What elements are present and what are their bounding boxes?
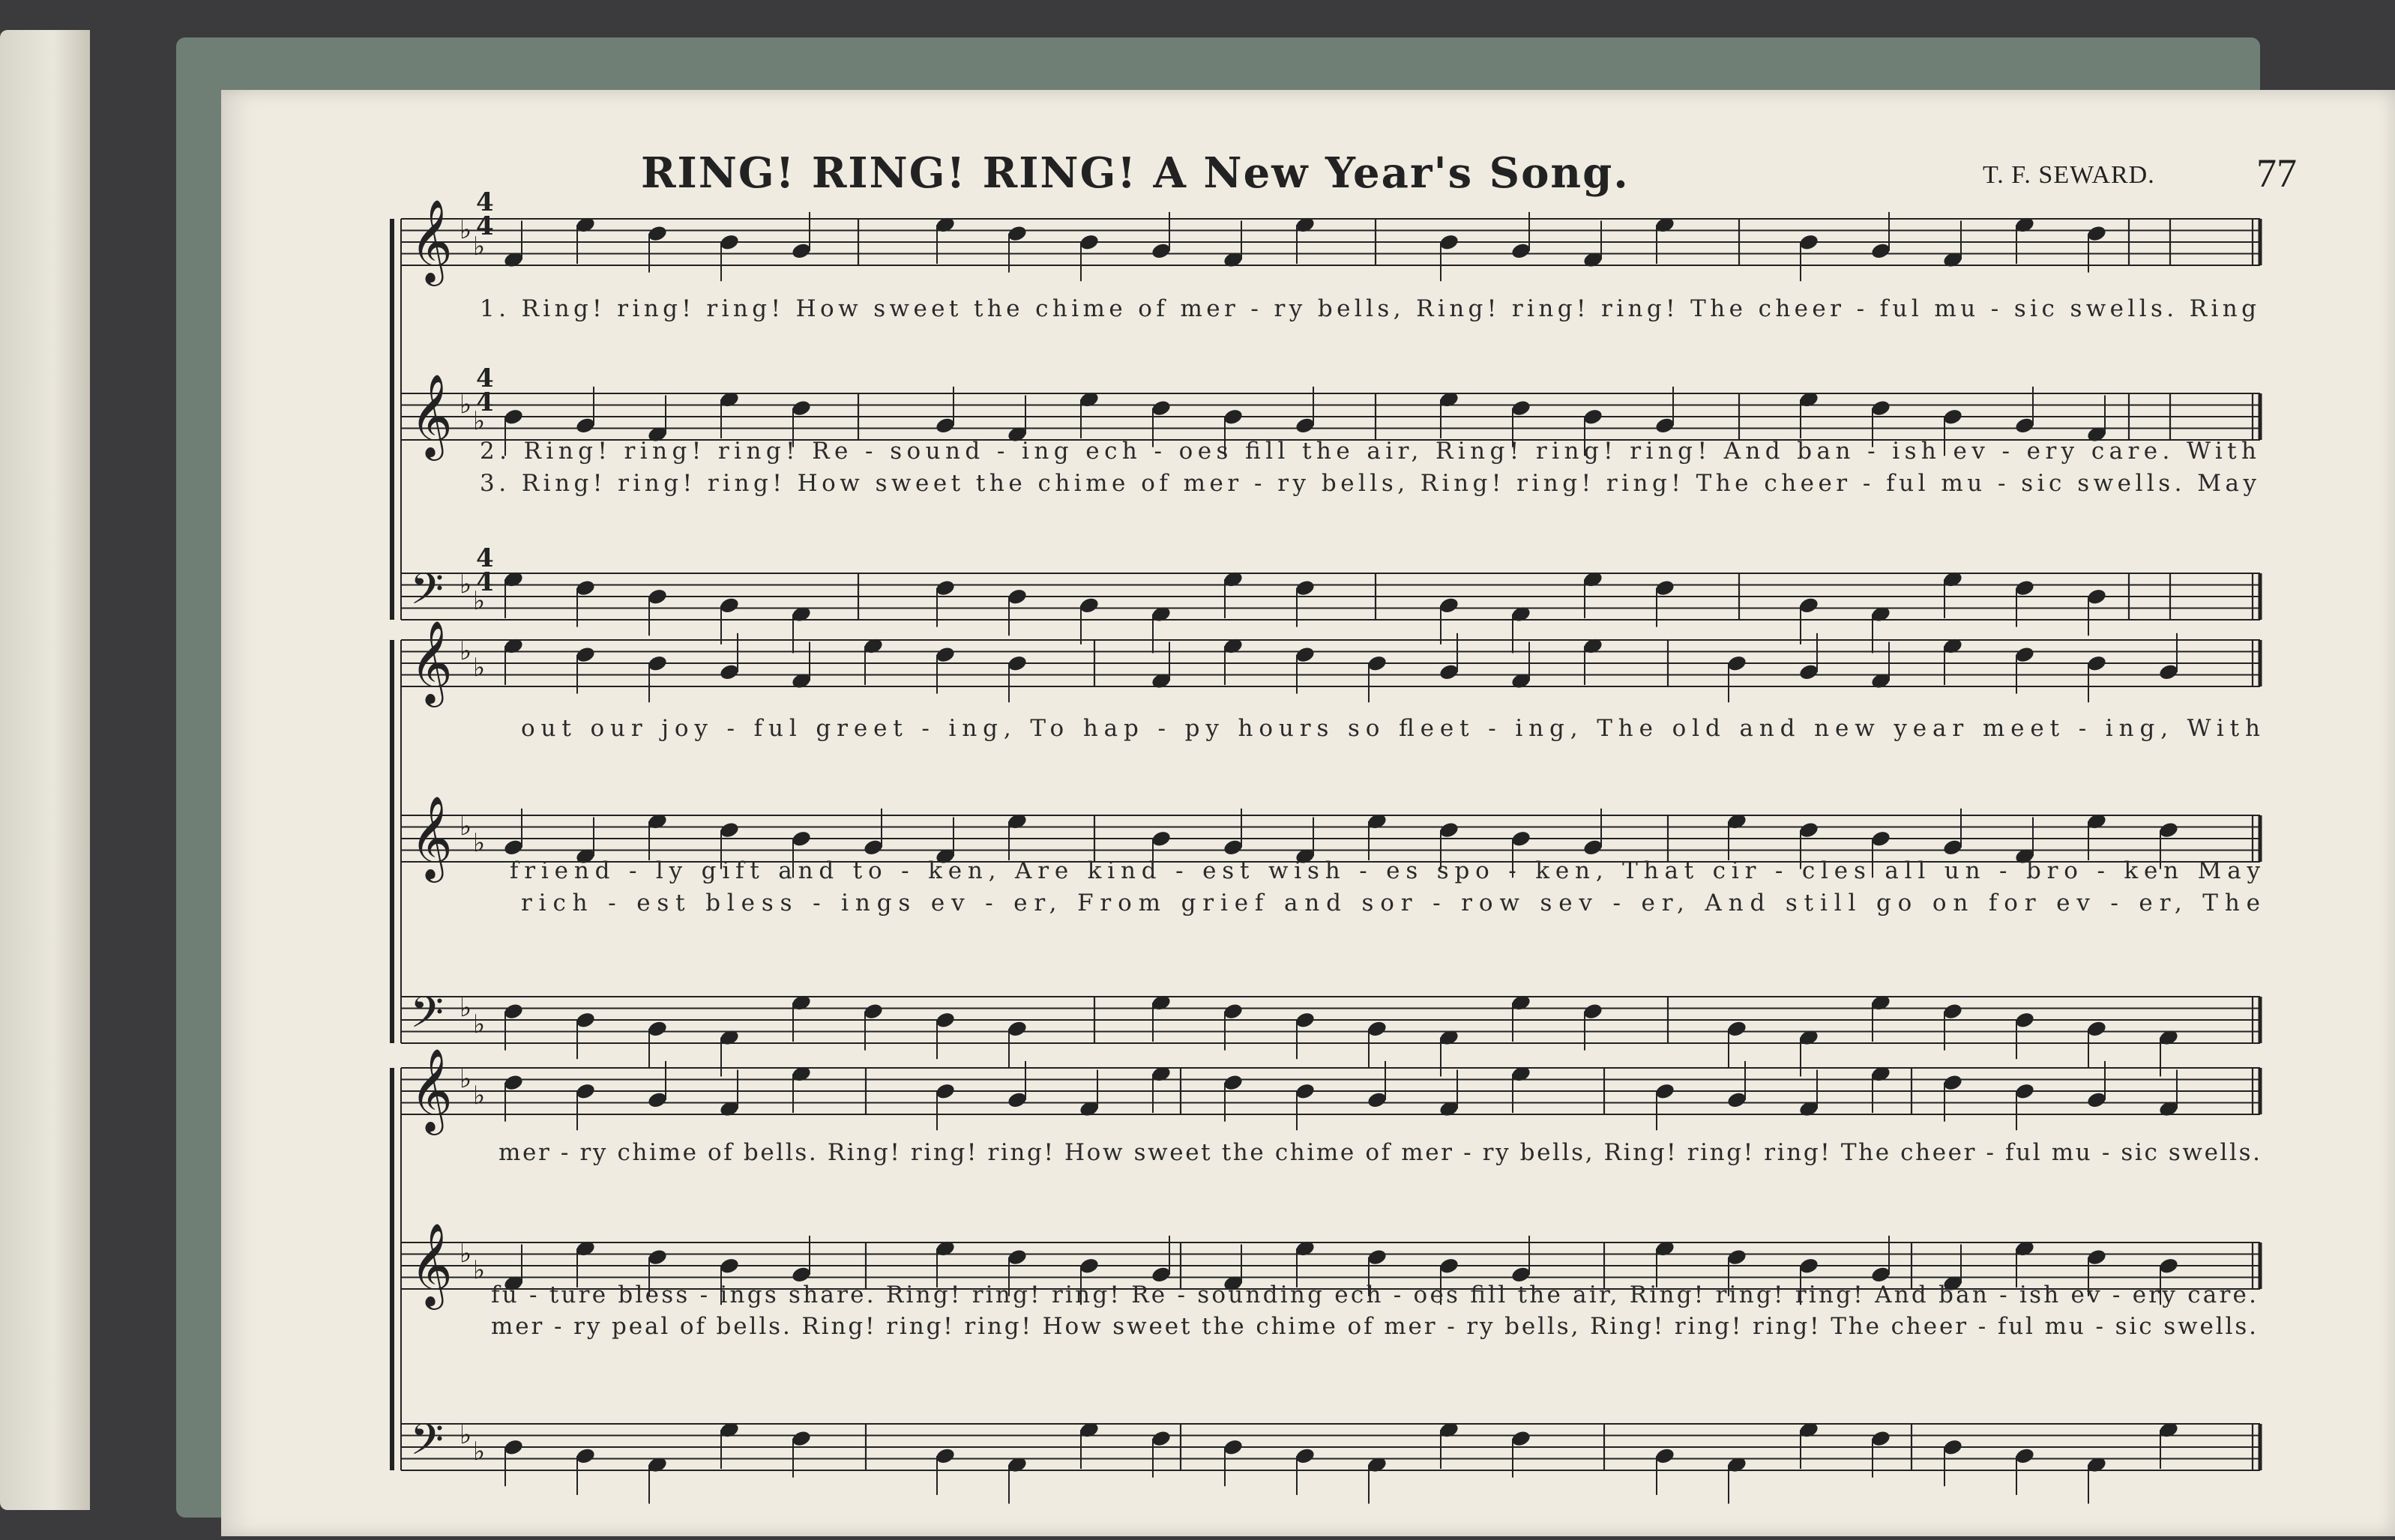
treble-clef-icon: 𝄞 (410, 620, 453, 704)
treble-clef-icon: 𝄞 (410, 199, 453, 283)
flat-icon: ♭ (473, 1255, 486, 1285)
page-number: 77 (2256, 151, 2297, 196)
music-page (221, 90, 2395, 1536)
flat-icon: ♭ (460, 215, 472, 245)
lyric-line-system2-soprano: out our joy - ful greet - ing, To hap - py hours so fleet - ing, The old and new year meet - ing, With (521, 715, 2260, 742)
book-cover (176, 37, 2297, 1518)
flat-icon: ♭ (460, 636, 472, 666)
flat-icon: ♭ (473, 1437, 486, 1467)
flat-icon: ♭ (460, 812, 472, 842)
previous-page-edge (0, 30, 90, 1510)
flat-icon: ♭ (460, 570, 472, 600)
flat-icon: ♭ (473, 1081, 486, 1111)
svg-text:4: 4 (476, 187, 494, 217)
music-score (221, 90, 2395, 1536)
svg-text:4: 4 (476, 567, 494, 597)
flat-icon: ♭ (473, 406, 486, 436)
lyric-line-system3-verse3: mer - ry peal of bells. Ring! ring! ring! How sweet the chime of mer - ry bells, Ring! ring! ring! The cheer - ful mu - sic swells. (491, 1313, 2257, 1340)
svg-text:4: 4 (476, 543, 494, 573)
composer-credit: T. F. SEWARD. (1983, 161, 2155, 189)
svg-text:4: 4 (476, 387, 494, 417)
flat-icon: ♭ (473, 828, 486, 858)
svg-text:4: 4 (476, 211, 494, 241)
time-signature-bass (476, 543, 494, 597)
flat-icon: ♭ (473, 1009, 486, 1039)
lyric-line-system2-verse3: rich - est bless - ings ev - er, From grief and sor - row sev - er, And still go on for ev - er, The (521, 890, 2261, 917)
time-signature-treble (476, 187, 494, 241)
lyric-line-system3-soprano: mer - ry chime of bells. Ring! ring! ring! How sweet the chime of mer - ry bells, Ring! ring! ring! The cheer - ful mu - sic swells. (498, 1139, 2260, 1166)
lyric-line-system1-verse3: 3. Ring! ring! ring! How sweet the chime of mer - ry bells, Ring! ring! ring! The cheer - ful mu - sic swells. May (480, 470, 2257, 497)
flat-icon: ♭ (460, 390, 472, 420)
treble-clef-icon: 𝄞 (410, 373, 453, 457)
flat-icon: ♭ (473, 586, 486, 616)
time-signature-alto (476, 363, 494, 417)
bass-clef-icon: 𝄢 (410, 1414, 445, 1476)
bass-clef-icon: 𝄢 (410, 564, 445, 625)
flat-icon: ♭ (460, 993, 472, 1023)
song-title: RING! RING! RING! A New Year's Song. (641, 148, 1630, 198)
bass-clef-icon: 𝄢 (410, 987, 445, 1048)
lyric-line-system1-verse2: 2. Ring! ring! ring! Re - sound - ing ech - oes fill the air, Ring! ring! ring! And ban - ish ev - ery care. With (480, 438, 2256, 465)
flat-icon: ♭ (460, 1420, 472, 1450)
lyric-line-system3-verse2: fu - ture bless - ings share. Ring! ring! ring! Re - sounding ech - oes fill the air, Ring! ring! ring! And ban - ish ev - ery care. (491, 1281, 2256, 1308)
flat-icon: ♭ (473, 653, 486, 683)
flat-icon: ♭ (460, 1064, 472, 1094)
lyric-line-system1-soprano: 1. Ring! ring! ring! How sweet the chime of mer - ry bells, Ring! ring! ring! The cheer - ful mu - sic swells. Ring (480, 295, 2256, 322)
flat-icon: ♭ (473, 232, 486, 262)
treble-clef-icon: 𝄞 (410, 1222, 453, 1306)
lyric-line-system2-verse2: friend - ly gift and to - ken, Are kind - est wish - es spo - ken, That cir - cles all un - bro - ken May (510, 857, 2260, 884)
treble-clef-icon: 𝄞 (410, 1048, 453, 1132)
svg-text:4: 4 (476, 363, 494, 393)
treble-clef-icon: 𝄞 (410, 795, 453, 879)
flat-icon: ♭ (460, 1239, 472, 1269)
